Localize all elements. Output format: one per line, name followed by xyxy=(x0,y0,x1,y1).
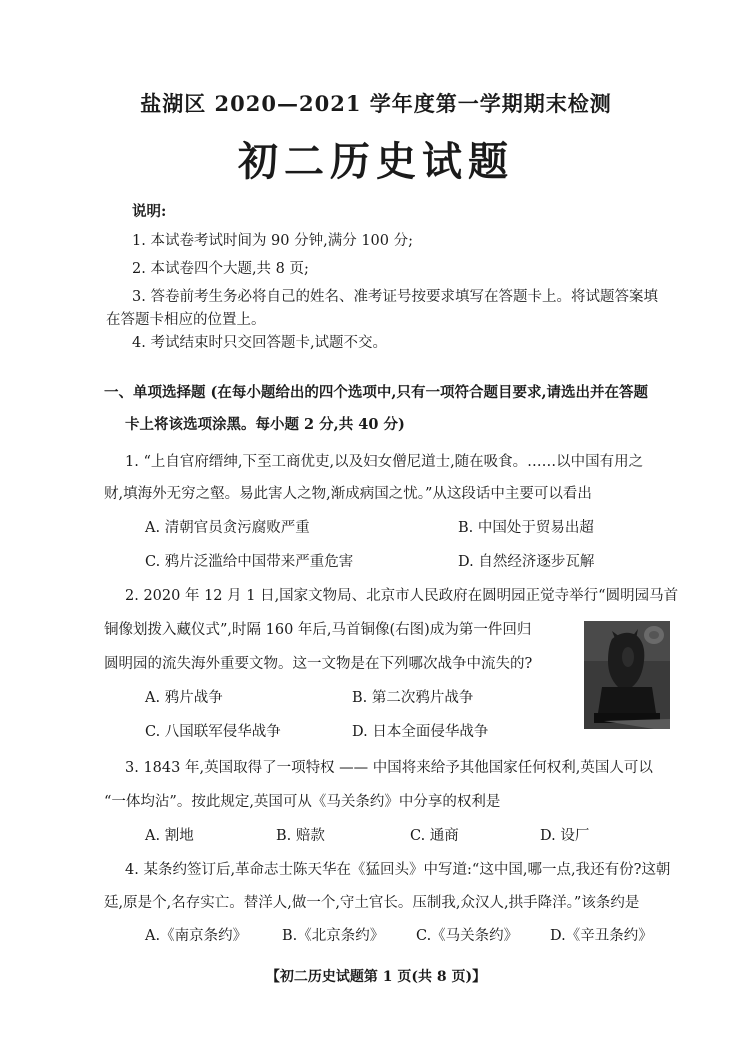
subject-title: 初二历史试题 xyxy=(238,138,514,185)
instruction-item: 3. 答卷前考生务必将自己的姓名、准考证号按要求填写在答题卡上。将试题答案填 xyxy=(132,289,658,305)
question-1-option-c[interactable]: C. 鸦片泛滥给中国带来严重危害 xyxy=(145,554,354,570)
question-1-option-b[interactable]: B. 中国处于贸易出超 xyxy=(458,520,594,536)
section-heading-cont: 卡上将该选项涂黑。每小题 2 分,共 40 分) xyxy=(125,416,405,433)
question-4-text-cont: 廷,原是个,名存实亡。替洋人,做一个,守土官长。压制我,众汉人,拱手降洋。”该条约是 xyxy=(104,895,640,911)
section-heading: 一、单项选择题 (在每小题给出的四个选项中,只有一项符合题目要求,请选出并在答题 xyxy=(104,384,649,401)
question-1-text: 1. “上自官府缙绅,下至工商优吏,以及妇女僧尼道士,随在吸食。……以中国有用之 xyxy=(125,454,644,470)
exam-title: 盐湖区 2020—2021 学年度第一学期期末检测 xyxy=(140,91,612,116)
question-4-option-a[interactable]: A.《南京条约》 xyxy=(145,928,248,944)
instruction-item: 在答题卡相应的位置上。 xyxy=(106,312,266,328)
question-1-option-a[interactable]: A. 清朝官员贪污腐败严重 xyxy=(145,520,310,536)
question-4-option-b[interactable]: B.《北京条约》 xyxy=(282,928,385,944)
question-4-option-d[interactable]: D.《辛丑条约》 xyxy=(550,928,653,944)
question-4-option-c[interactable]: C.《马关条约》 xyxy=(416,928,519,944)
question-3-option-d[interactable]: D. 设厂 xyxy=(540,828,590,844)
question-3-text: 3. 1843 年,英国取得了一项特权 —— 中国将来给予其他国家任何权利,英国人可以 xyxy=(125,760,653,776)
question-3-text-cont: “一体均沾”。按此规定,英国可从《马关条约》中分享的权利是 xyxy=(104,794,501,810)
question-3-option-b[interactable]: B. 赔款 xyxy=(276,828,325,844)
question-2-option-c[interactable]: C. 八国联军侵华战争 xyxy=(145,724,281,740)
instructions-heading: 说明: xyxy=(132,203,167,220)
instruction-item: 2. 本试卷四个大题,共 8 页; xyxy=(132,261,309,277)
instruction-item: 1. 本试卷考试时间为 90 分钟,满分 100 分; xyxy=(132,233,414,249)
question-2-option-b[interactable]: B. 第二次鸦片战争 xyxy=(352,690,474,706)
question-1-text-cont: 财,填海外无穷之壑。易此害人之物,渐成病国之忧。”从这段话中主要可以看出 xyxy=(104,486,592,502)
instruction-item: 4. 考试结束时只交回答题卡,试题不交。 xyxy=(132,335,388,351)
question-3-option-c[interactable]: C. 通商 xyxy=(410,828,459,844)
page-footer: 【初二历史试题第 1 页(共 8 页)】 xyxy=(265,969,487,985)
question-2-text-cont: 铜像划拨入藏仪式”,时隔 160 年后,马首铜像(右图)成为第一件回归 xyxy=(104,622,532,638)
horse-head-statue-photo xyxy=(584,621,670,729)
question-2-text: 2. 2020 年 12 月 1 日,国家文物局、北京市人民政府在圆明园正觉寺举行“圆明园马首 xyxy=(125,588,679,604)
question-2-text-cont: 圆明园的流失海外重要文物。这一文物是在下列哪次战争中流失的? xyxy=(104,656,533,672)
question-3-option-a[interactable]: A. 割地 xyxy=(145,828,194,844)
question-4-text: 4. 某条约签订后,革命志士陈天华在《猛回头》中写道:“这中国,哪一点,我还有份?这朝 xyxy=(125,862,671,878)
question-2-option-d[interactable]: D. 日本全面侵华战争 xyxy=(352,724,489,740)
question-1-option-d[interactable]: D. 自然经济逐步瓦解 xyxy=(458,554,595,570)
question-2-option-a[interactable]: A. 鸦片战争 xyxy=(145,690,223,706)
